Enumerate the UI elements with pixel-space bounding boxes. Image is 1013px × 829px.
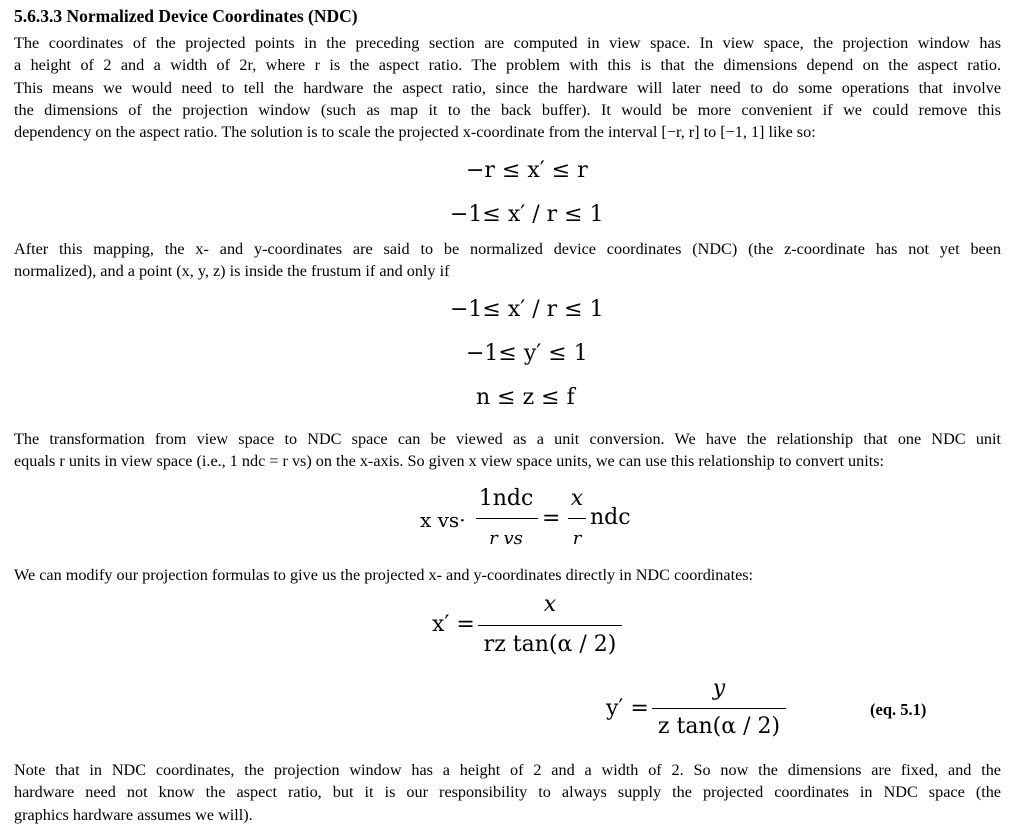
y-prime-numerator: y (712, 676, 726, 701)
fraction-bar (476, 518, 538, 519)
text-line: normalized), and a point (x, y, z) is inside the frustum if and only if (14, 262, 450, 281)
paragraph-note (14, 759, 1001, 826)
equation-range-x: −r ≤ x′ ≤ r (466, 158, 588, 183)
equation-ndc-z: n ≤ z ≤ f (476, 385, 575, 410)
text-line: After this mapping, the x- and y-coordinates are said to be normalized device coordinates (NDC) (the z-coordinate has not yet been (14, 240, 1001, 258)
conv-denominator-r: r (572, 528, 582, 549)
paragraph-ndc (14, 238, 1001, 283)
paragraph-unit-conversion (14, 428, 1001, 473)
conv-equals: = (542, 506, 561, 531)
x-prime-numerator: x (543, 592, 557, 617)
equation-ndc-y: −1≤ y′ ≤ 1 (466, 341, 588, 366)
equation-ndc-x: −1≤ x′ / r ≤ 1 (450, 297, 604, 322)
section-heading: 5.6.3.3 Normalized Device Coordinates (NDC) (14, 6, 358, 26)
y-prime-denominator: z tan(α / 2) (657, 714, 781, 739)
text-line: Note that in NDC coordinates, the projection window has a height of 2 and a width of 2. So now the dimensions are fixed, and the (14, 761, 1001, 779)
text-line: equals r units in view space (i.e., 1 ndc = r vs) on the x-axis. So given x view space units, we can use this relationship to convert units: (14, 452, 885, 471)
conv-denominator: r vs (489, 528, 523, 549)
text-line: the dimensions of the projection window (such as map it to the back buffer). It would be more convenient if we could remove this (14, 100, 1001, 119)
conv-numerator-x: x (570, 486, 584, 511)
conv-lhs: x vs· (420, 508, 466, 532)
paragraph-intro (14, 32, 1001, 143)
x-prime-lhs: x′ = (432, 612, 475, 637)
fraction-bar (478, 625, 622, 626)
conv-numerator: 1ndc (478, 486, 534, 511)
equation-label: (eq. 5.1) (870, 700, 927, 719)
text-line: This means we would need to tell the hardware the aspect ratio, since the hardware will later need to do some operations that involve (14, 78, 1001, 97)
y-prime-lhs: y′ = (606, 696, 649, 721)
conv-rhs: ndc (590, 505, 631, 530)
x-prime-denominator: rz tan(α / 2) (483, 632, 617, 657)
text-line: hardware need not know the aspect ratio, but it is our responsibility to always supply the projected coordinates in NDC space (the (14, 783, 1001, 802)
text-line: dependency on the aspect ratio. The solution is to scale the projected x-coordinate from the interval [−r, r] to [−1, 1] like so: (14, 123, 816, 142)
text-line: The coordinates of the projected points in the preceding section are computed in view space. In view space, the projection window has (14, 34, 1001, 52)
fraction-bar (568, 518, 586, 519)
fraction-bar (652, 708, 786, 709)
text-line: a height of 2 and a width of 2r, where r is the aspect ratio. The problem with this is that the dimensions depend on the aspect ratio. (14, 56, 1001, 75)
equation-range-x-over-r: −1≤ x′ / r ≤ 1 (450, 202, 604, 227)
text-line: The transformation from view space to NDC space can be viewed as a unit conversion. We have the relationship that one NDC unit (14, 430, 1001, 448)
paragraph-projection (14, 564, 1001, 586)
text-line: We can modify our projection formulas to give us the projected x- and y-coordinates directly in NDC coordinates: (14, 566, 754, 584)
text-line: graphics hardware assumes we will). (14, 805, 253, 824)
